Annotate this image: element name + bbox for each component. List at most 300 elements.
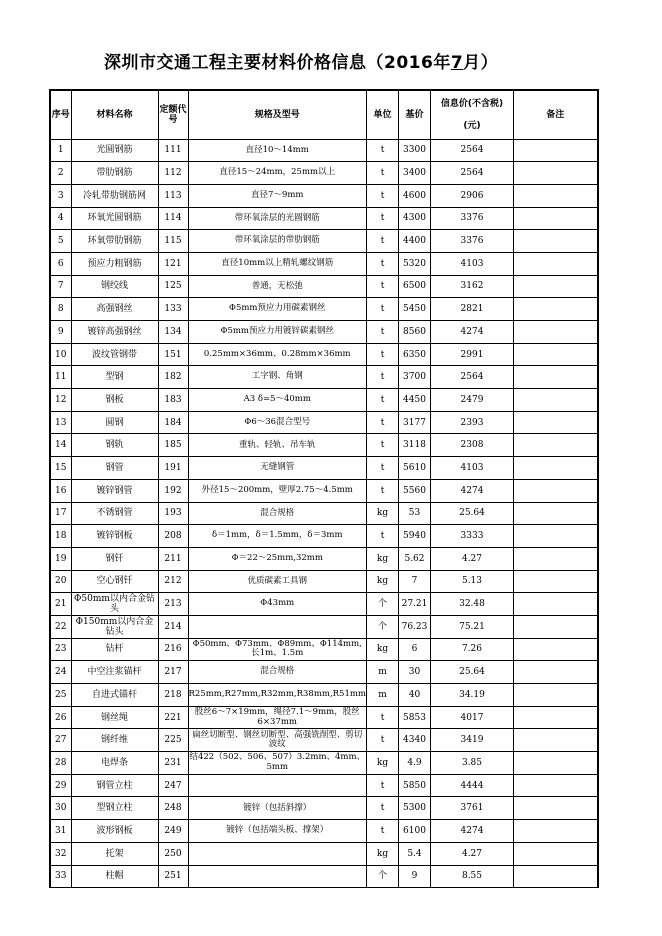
cell-spec: 镀锌（包括斜撑） [188, 797, 367, 820]
cell-seq: 16 [50, 479, 71, 502]
cell-unit: t [367, 411, 399, 434]
table-row [50, 684, 598, 707]
cell-seq: 12 [50, 389, 71, 412]
table-row [50, 547, 598, 570]
table-row [50, 184, 598, 207]
cell-seq: 8 [50, 298, 71, 321]
cell-unit: kg [367, 570, 399, 593]
table-row [50, 502, 598, 525]
cell-name: 光圆钢筋 [71, 139, 158, 162]
cell-name: 钢钎 [71, 547, 158, 570]
cell-seq: 23 [50, 638, 71, 661]
cell-spec [188, 615, 367, 638]
cell-name: 预应力粗钢筋 [71, 252, 158, 275]
cell-unit: t [367, 797, 399, 820]
cell-code: 111 [158, 139, 188, 162]
cell-name: 自进式锚杆 [71, 684, 158, 707]
cell-code: 218 [158, 684, 188, 707]
header-price-line2: (元) [463, 120, 481, 131]
cell-name: 高强钢丝 [71, 298, 158, 321]
cell-name: 电焊条 [71, 752, 158, 775]
cell-seq: 25 [50, 684, 71, 707]
cell-note [514, 615, 598, 638]
cell-unit: kg [367, 502, 399, 525]
cell-seq: 10 [50, 343, 71, 366]
cell-base: 5300 [399, 797, 431, 820]
cell-code: 184 [158, 411, 188, 434]
cell-code: 134 [158, 321, 188, 344]
cell-base: 5853 [399, 706, 431, 729]
cell-name: 波形钢板 [71, 820, 158, 843]
cell-base: 4400 [399, 230, 431, 253]
cell-name: 托架 [71, 842, 158, 865]
cell-name: 冷轧带肋钢筋网 [71, 184, 158, 207]
cell-base: 53 [399, 502, 431, 525]
cell-note [514, 230, 598, 253]
table-row [50, 479, 598, 502]
cell-spec: 优质碳素工具钢 [188, 570, 367, 593]
cell-spec [188, 865, 367, 888]
cell-note [514, 275, 598, 298]
header-spec: 规格及型号 [188, 90, 367, 139]
cell-base: 3118 [399, 434, 431, 457]
table-row [50, 570, 598, 593]
cell-code: 192 [158, 479, 188, 502]
table-header-row [50, 90, 598, 139]
title-month: 7 [450, 53, 464, 73]
cell-price: 2821 [431, 298, 514, 321]
cell-price: 5.13 [431, 570, 514, 593]
cell-base: 5850 [399, 774, 431, 797]
cell-base: 6 [399, 638, 431, 661]
cell-name: 钢绞线 [71, 275, 158, 298]
cell-code: 208 [158, 525, 188, 548]
cell-price: 4.27 [431, 842, 514, 865]
cell-spec: 工字钢、角钢 [188, 366, 367, 389]
cell-name: 钢板 [71, 389, 158, 412]
cell-price: 4.27 [431, 547, 514, 570]
cell-code: 214 [158, 615, 188, 638]
cell-seq: 4 [50, 207, 71, 230]
table-row [50, 615, 598, 638]
cell-unit: 个 [367, 865, 399, 888]
cell-seq: 33 [50, 865, 71, 888]
cell-name: Φ150mm以内合金钻头 [71, 615, 158, 638]
table-row [50, 434, 598, 457]
cell-spec: 直径15〜24mm，25mm以上 [188, 162, 367, 185]
cell-code: 231 [158, 752, 188, 775]
cell-seq: 28 [50, 752, 71, 775]
cell-unit: t [367, 389, 399, 412]
cell-unit: t [367, 729, 399, 752]
cell-price: 34.19 [431, 684, 514, 707]
cell-note [514, 434, 598, 457]
cell-price: 25.64 [431, 661, 514, 684]
cell-seq: 18 [50, 525, 71, 548]
cell-name: 空心钢钎 [71, 570, 158, 593]
cell-price: 2479 [431, 389, 514, 412]
cell-seq: 31 [50, 820, 71, 843]
cell-base: 9 [399, 865, 431, 888]
cell-spec: A3 δ=5〜40mm [188, 389, 367, 412]
cell-note [514, 638, 598, 661]
cell-unit: kg [367, 752, 399, 775]
table-row [50, 729, 598, 752]
cell-seq: 14 [50, 434, 71, 457]
cell-spec: 扁丝切断型、钢丝切断型、高强铣削型、剪切波纹 [188, 729, 367, 752]
cell-unit: t [367, 298, 399, 321]
cell-price: 3.85 [431, 752, 514, 775]
cell-spec: δ＝1mm，δ＝1.5mm，δ＝3mm [188, 525, 367, 548]
cell-price: 32.48 [431, 593, 514, 616]
cell-spec [188, 842, 367, 865]
cell-base: 6350 [399, 343, 431, 366]
table-body [50, 139, 598, 888]
cell-spec: 直径7～9mm [188, 184, 367, 207]
cell-name: 柱帽 [71, 865, 158, 888]
cell-base: 3700 [399, 366, 431, 389]
cell-price: 2564 [431, 366, 514, 389]
cell-unit: t [367, 139, 399, 162]
cell-base: 76.23 [399, 615, 431, 638]
cell-seq: 17 [50, 502, 71, 525]
cell-seq: 11 [50, 366, 71, 389]
cell-seq: 21 [50, 593, 71, 616]
cell-spec: 无缝钢管 [188, 457, 367, 480]
cell-code: 151 [158, 343, 188, 366]
cell-code: 225 [158, 729, 188, 752]
cell-note [514, 298, 598, 321]
cell-note [514, 684, 598, 707]
cell-code: 115 [158, 230, 188, 253]
table-row [50, 252, 598, 275]
cell-note [514, 547, 598, 570]
table-row [50, 457, 598, 480]
cell-name: 钢轨 [71, 434, 158, 457]
cell-base: 5940 [399, 525, 431, 548]
cell-base: 3400 [399, 162, 431, 185]
table-row [50, 865, 598, 888]
table-row [50, 411, 598, 434]
cell-note [514, 321, 598, 344]
cell-note [514, 366, 598, 389]
header-unit: 单位 [367, 90, 399, 139]
table-row [50, 389, 598, 412]
cell-code: 121 [158, 252, 188, 275]
cell-name: 型钢 [71, 366, 158, 389]
cell-base: 4.9 [399, 752, 431, 775]
table-row [50, 139, 598, 162]
cell-price: 8.55 [431, 865, 514, 888]
cell-seq: 2 [50, 162, 71, 185]
price-table [49, 89, 599, 888]
cell-spec: 普通，无松弛 [188, 275, 367, 298]
cell-spec: 外径15～200mm，壁厚2.75～4.5mm [188, 479, 367, 502]
cell-name: 波纹管钢带 [71, 343, 158, 366]
cell-base: 3177 [399, 411, 431, 434]
cell-price: 2906 [431, 184, 514, 207]
cell-name: 不锈钢管 [71, 502, 158, 525]
cell-unit: t [367, 479, 399, 502]
cell-base: 30 [399, 661, 431, 684]
cell-price: 25.64 [431, 502, 514, 525]
cell-code: 182 [158, 366, 188, 389]
cell-code: 213 [158, 593, 188, 616]
cell-code: 183 [158, 389, 188, 412]
cell-seq: 19 [50, 547, 71, 570]
cell-note [514, 525, 598, 548]
cell-spec: 直径10mm以上精轧螺纹钢筋 [188, 252, 367, 275]
cell-name: 钻杆 [71, 638, 158, 661]
header-base: 基价 [399, 90, 431, 139]
cell-base: 4340 [399, 729, 431, 752]
cell-name: 镀锌高强钢丝 [71, 321, 158, 344]
table-row [50, 752, 598, 775]
cell-base: 27.21 [399, 593, 431, 616]
cell-unit: t [367, 230, 399, 253]
cell-name: 环氧带肋钢筋 [71, 230, 158, 253]
cell-code: 216 [158, 638, 188, 661]
cell-price: 3376 [431, 230, 514, 253]
cell-note [514, 752, 598, 775]
cell-base: 4300 [399, 207, 431, 230]
cell-unit: t [367, 321, 399, 344]
cell-unit: t [367, 820, 399, 843]
cell-note [514, 479, 598, 502]
cell-name: 钢管立柱 [71, 774, 158, 797]
cell-unit: t [367, 366, 399, 389]
table-row [50, 593, 598, 616]
cell-note [514, 865, 598, 888]
cell-unit: t [367, 706, 399, 729]
cell-price: 4444 [431, 774, 514, 797]
cell-spec: 0.25mm×36mm、0.28mm×36mm [188, 343, 367, 366]
cell-spec: Φ50mm、Φ73mm、Φ89mm、Φ114mm,长1m、1.5m [188, 638, 367, 661]
cell-spec: 直径10〜14mm [188, 139, 367, 162]
cell-code: 191 [158, 457, 188, 480]
cell-code: 217 [158, 661, 188, 684]
cell-price: 2991 [431, 343, 514, 366]
cell-seq: 9 [50, 321, 71, 344]
table-row [50, 774, 598, 797]
cell-unit: kg [367, 547, 399, 570]
cell-spec: 带环氧涂层的光圆钢筋 [188, 207, 367, 230]
cell-seq: 15 [50, 457, 71, 480]
page-title [0, 48, 662, 73]
table-row [50, 525, 598, 548]
cell-base: 3300 [399, 139, 431, 162]
cell-unit: kg [367, 842, 399, 865]
cell-spec: 混合规格 [188, 502, 367, 525]
cell-unit: t [367, 252, 399, 275]
cell-name: 钢管 [71, 457, 158, 480]
cell-base: 5.4 [399, 842, 431, 865]
cell-name: 中空注浆锚杆 [71, 661, 158, 684]
cell-price: 2564 [431, 162, 514, 185]
cell-seq: 7 [50, 275, 71, 298]
cell-spec: Φ5mm预应力用碳素钢丝 [188, 298, 367, 321]
cell-seq: 32 [50, 842, 71, 865]
cell-unit: 个 [367, 615, 399, 638]
cell-note [514, 184, 598, 207]
cell-base: 7 [399, 570, 431, 593]
cell-note [514, 820, 598, 843]
cell-seq: 29 [50, 774, 71, 797]
cell-code: 133 [158, 298, 188, 321]
header-seq: 序号 [50, 90, 71, 139]
cell-base: 5610 [399, 457, 431, 480]
cell-unit: m [367, 661, 399, 684]
cell-code: 113 [158, 184, 188, 207]
cell-price: 2393 [431, 411, 514, 434]
cell-note [514, 411, 598, 434]
cell-note [514, 570, 598, 593]
cell-base: 5.62 [399, 547, 431, 570]
cell-name: 带肋钢筋 [71, 162, 158, 185]
table-row [50, 298, 598, 321]
cell-name: 镀锌钢管 [71, 479, 158, 502]
cell-name: 圆钢 [71, 411, 158, 434]
cell-base: 5320 [399, 252, 431, 275]
cell-name: 环氧光圆钢筋 [71, 207, 158, 230]
cell-price: 4103 [431, 457, 514, 480]
cell-seq: 3 [50, 184, 71, 207]
cell-price: 3162 [431, 275, 514, 298]
cell-note [514, 139, 598, 162]
cell-price: 7.26 [431, 638, 514, 661]
cell-note [514, 457, 598, 480]
cell-price: 4274 [431, 321, 514, 344]
cell-unit: t [367, 774, 399, 797]
cell-base: 40 [399, 684, 431, 707]
cell-code: 125 [158, 275, 188, 298]
cell-spec: 重轨、轻轨、吊车轨 [188, 434, 367, 457]
cell-spec: Φ6～36混合型号 [188, 411, 367, 434]
cell-note [514, 842, 598, 865]
table-row [50, 162, 598, 185]
header-code: 定额代号 [158, 90, 188, 139]
cell-spec: Φ＝22～25mm,32mm [188, 547, 367, 570]
cell-base: 6100 [399, 820, 431, 843]
header-note: 备注 [514, 90, 598, 139]
cell-spec: 镀锌（包括端头板、撑架） [188, 820, 367, 843]
cell-base: 8560 [399, 321, 431, 344]
cell-unit: t [367, 525, 399, 548]
cell-base: 4600 [399, 184, 431, 207]
table-row [50, 820, 598, 843]
cell-code: 193 [158, 502, 188, 525]
cell-code: 250 [158, 842, 188, 865]
cell-code: 212 [158, 570, 188, 593]
table-row [50, 706, 598, 729]
cell-spec: 带环氧涂层的带肋钢筋 [188, 230, 367, 253]
cell-base: 4450 [399, 389, 431, 412]
cell-unit: t [367, 434, 399, 457]
cell-note [514, 661, 598, 684]
cell-spec: 结422（502、506、507）3.2mm、4mm、5mm [188, 752, 367, 775]
cell-unit: m [367, 684, 399, 707]
cell-unit: t [367, 343, 399, 366]
cell-seq: 27 [50, 729, 71, 752]
cell-code: 112 [158, 162, 188, 185]
cell-code: 221 [158, 706, 188, 729]
cell-code: 185 [158, 434, 188, 457]
cell-spec: 混合规格 [188, 661, 367, 684]
cell-unit: t [367, 275, 399, 298]
cell-code: 251 [158, 865, 188, 888]
cell-seq: 30 [50, 797, 71, 820]
cell-note [514, 593, 598, 616]
cell-note [514, 729, 598, 752]
cell-price: 2564 [431, 139, 514, 162]
cell-price: 3376 [431, 207, 514, 230]
header-price [431, 90, 514, 139]
cell-name: 钢纤维 [71, 729, 158, 752]
table-row [50, 842, 598, 865]
cell-base: 5560 [399, 479, 431, 502]
title-suffix: 月） [463, 53, 499, 73]
cell-base: 5450 [399, 298, 431, 321]
cell-unit: t [367, 207, 399, 230]
cell-unit: kg [367, 638, 399, 661]
table-row [50, 343, 598, 366]
cell-price: 3419 [431, 729, 514, 752]
cell-note [514, 774, 598, 797]
cell-seq: 26 [50, 706, 71, 729]
cell-unit: t [367, 184, 399, 207]
cell-price: 3761 [431, 797, 514, 820]
cell-seq: 1 [50, 139, 71, 162]
cell-seq: 6 [50, 252, 71, 275]
table-row [50, 230, 598, 253]
cell-note [514, 502, 598, 525]
cell-seq: 22 [50, 615, 71, 638]
cell-seq: 5 [50, 230, 71, 253]
cell-note [514, 389, 598, 412]
cell-note [514, 162, 598, 185]
cell-name: Φ50mm以内合金钻头 [71, 593, 158, 616]
cell-note [514, 252, 598, 275]
cell-price: 75.21 [431, 615, 514, 638]
table-row [50, 638, 598, 661]
cell-spec: Φ43mm [188, 593, 367, 616]
table-row [50, 797, 598, 820]
table-row [50, 366, 598, 389]
cell-code: 248 [158, 797, 188, 820]
cell-base: 6500 [399, 275, 431, 298]
cell-spec: 股丝6〜7×19mm，绳径7.1〜9mm，股丝6×37mm [188, 706, 367, 729]
cell-spec: R25mm,R27mm,R32mm,R38mm,R51mm [188, 684, 367, 707]
table-row [50, 661, 598, 684]
cell-code: 249 [158, 820, 188, 843]
cell-name: 型钢立柱 [71, 797, 158, 820]
cell-price: 4274 [431, 820, 514, 843]
cell-price: 4274 [431, 479, 514, 502]
cell-code: 114 [158, 207, 188, 230]
cell-price: 3333 [431, 525, 514, 548]
cell-price: 4103 [431, 252, 514, 275]
cell-note [514, 207, 598, 230]
cell-note [514, 706, 598, 729]
cell-seq: 24 [50, 661, 71, 684]
header-price-line1: 信息价(不含税) [440, 98, 504, 109]
cell-name: 钢丝绳 [71, 706, 158, 729]
cell-name: 镀锌钢板 [71, 525, 158, 548]
cell-code: 247 [158, 774, 188, 797]
cell-spec [188, 774, 367, 797]
cell-unit: 个 [367, 593, 399, 616]
cell-note [514, 343, 598, 366]
